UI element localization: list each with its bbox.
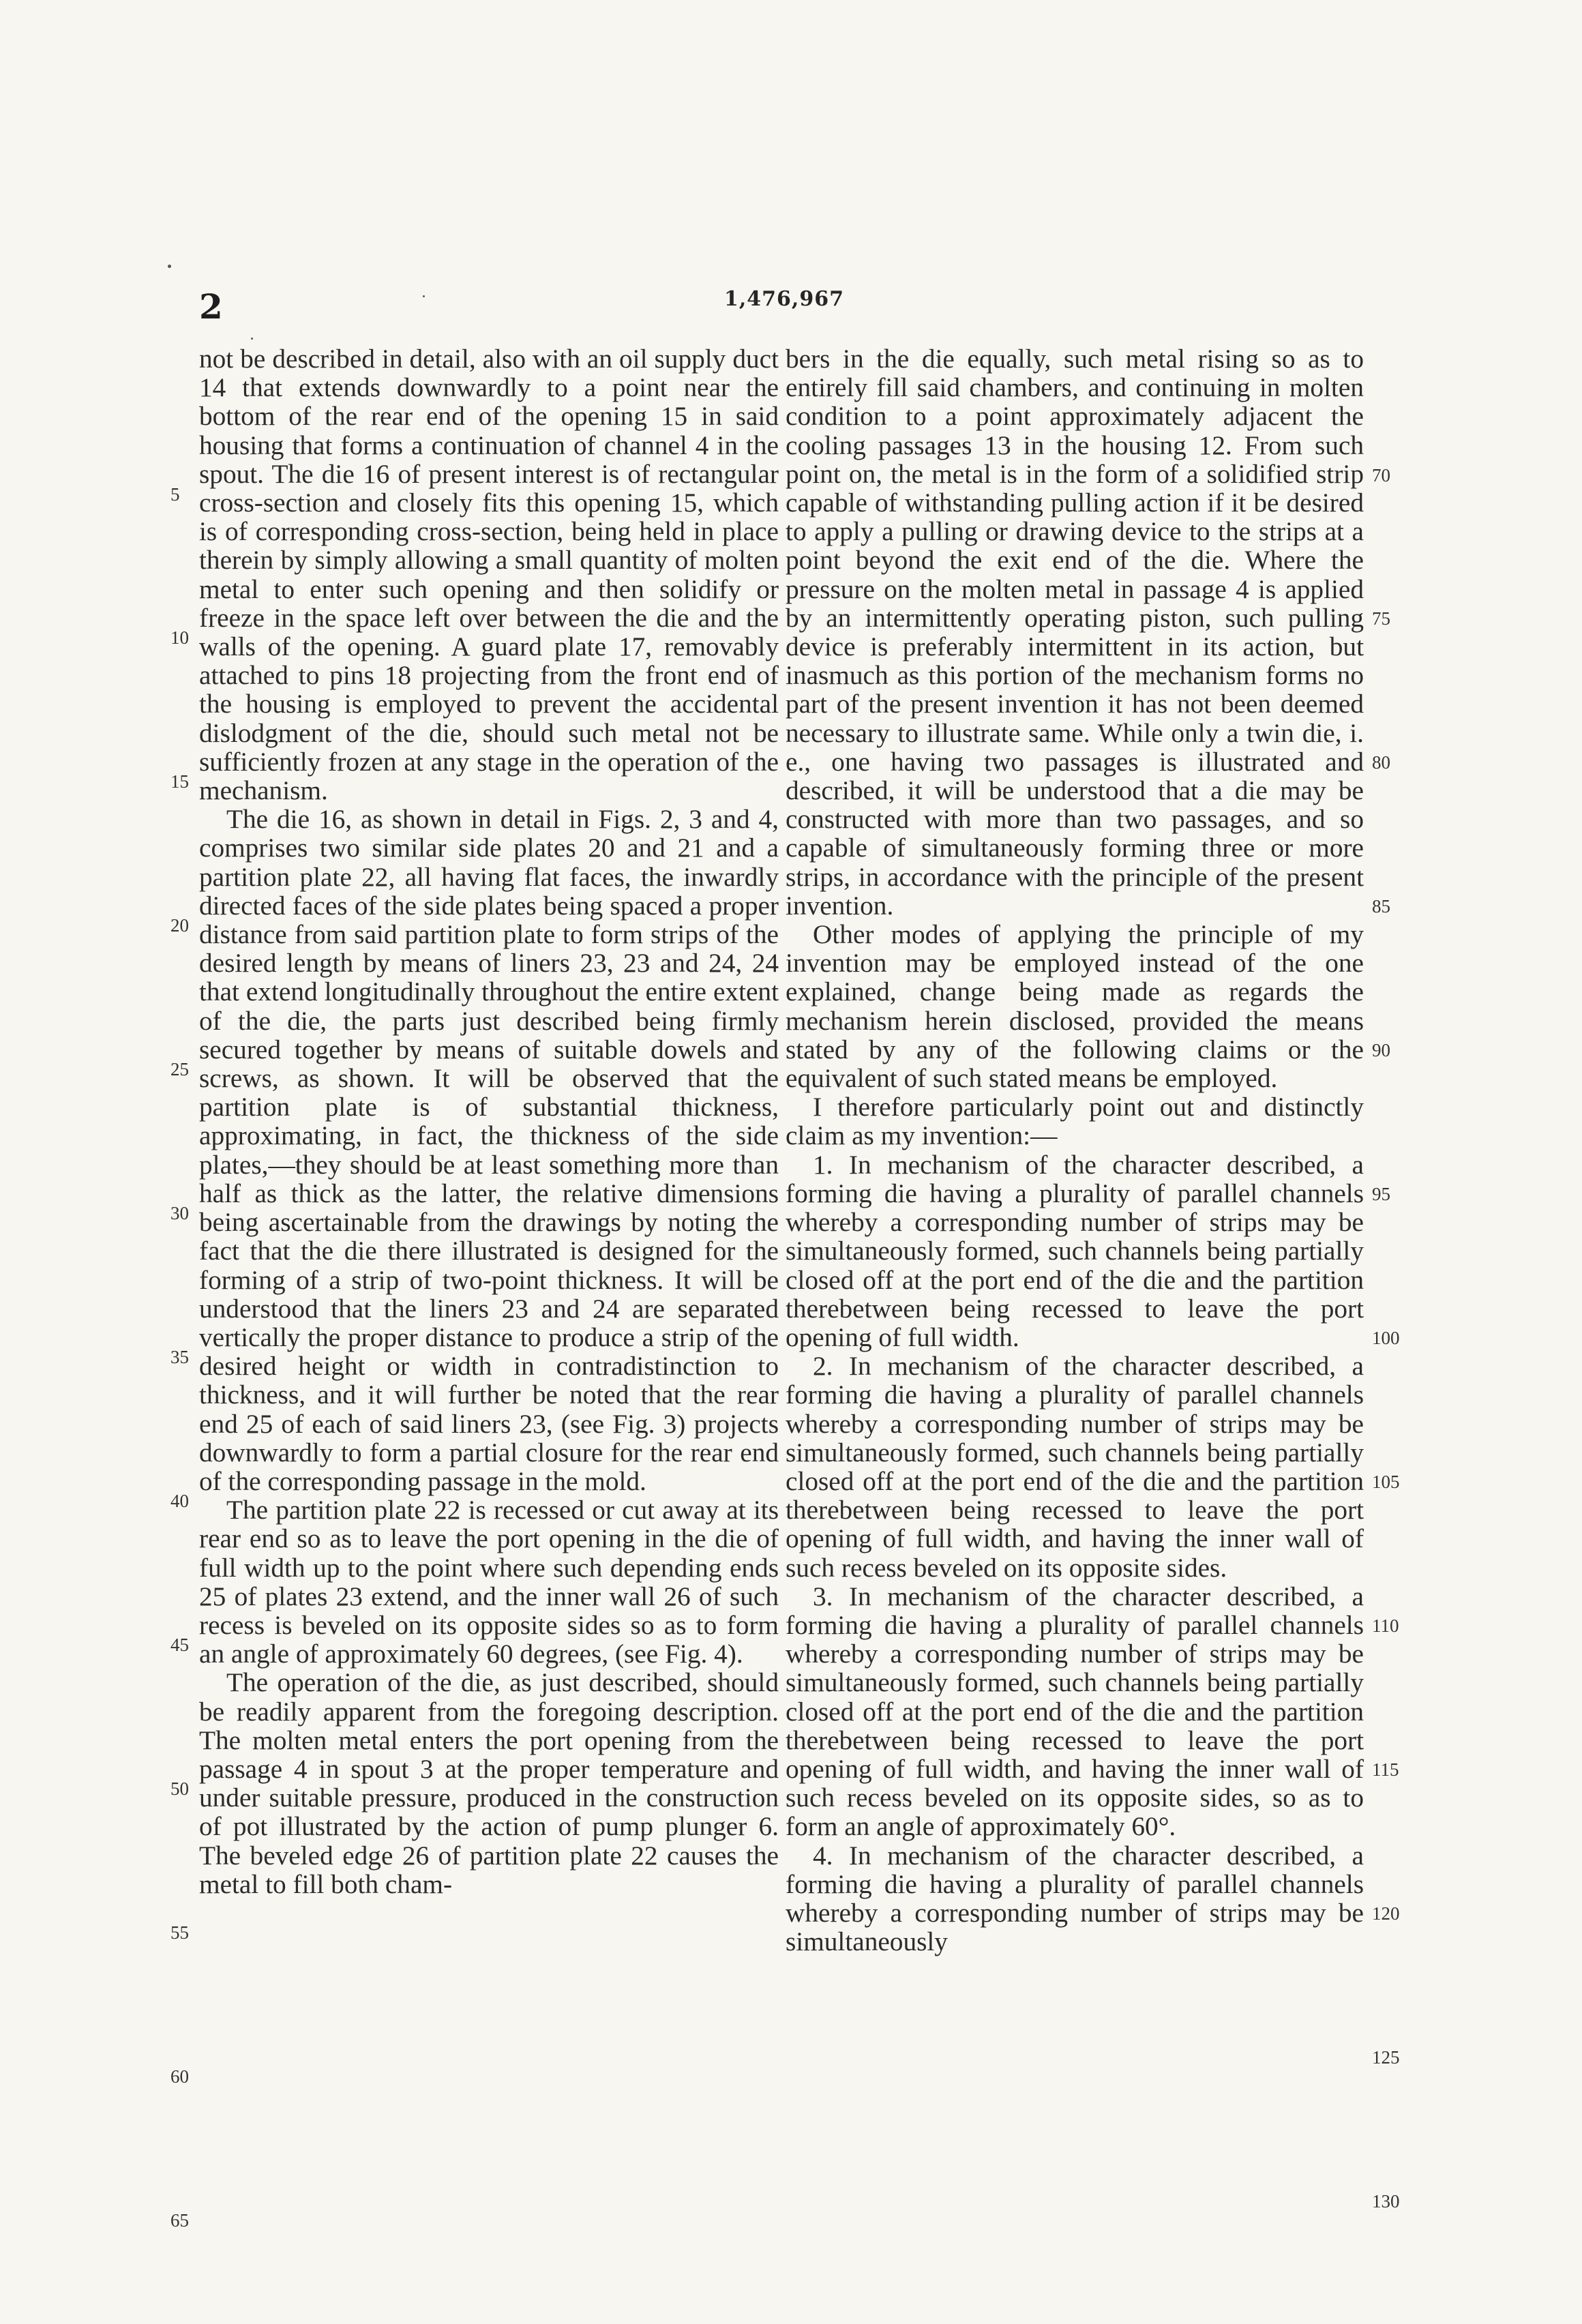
line-number: 10 xyxy=(170,627,189,648)
scan-speck xyxy=(423,295,425,297)
line-number: 130 xyxy=(1372,2191,1400,2211)
line-number: 20 xyxy=(170,915,189,936)
scan-speck xyxy=(251,338,253,340)
line-number: 100 xyxy=(1372,1328,1400,1348)
line-number: 110 xyxy=(1372,1615,1399,1636)
patent-number: 1,476,967 xyxy=(723,287,844,311)
line-number: 25 xyxy=(170,1059,189,1079)
line-number: 85 xyxy=(1372,896,1390,917)
line-number: 60 xyxy=(170,2066,189,2087)
paragraph: The die 16, as shown in detail in Figs. 2, 3 and 4, comprises two similar side plates 20 and 21 and a partition plate 22, all having flat faces, the inwardly directed faces of the side plates being spaced a proper distance from said partition plate to form strips of the desired length by means of liners 23, 23 and 24, 24 that extend longitudinally throughout the entire extent of the die, the parts just described being firmly secured together by means of suitable dowels and screws, as shown. It will be observed that the partition plate is of substantial thickness, approximating, in fact, the thickness of the side plates,—they should be at least something more than half as thick as the latter, the relative dimensions being ascertainable from the drawings by noting the fact that the die there illustrated is designed for the forming of a strip of two-point thickness. It will be understood that the liners 23 and 24 are separated vertically the proper distance to produce a strip of the desired height or width in contradistinction to thickness, and it will further be noted that the rear end 25 of each of said liners 23, (see Fig. 3) projects downwardly to form a partial closure for the rear end of the corresponding passage in the mold. xyxy=(199,804,779,1496)
paragraph: The partition plate 22 is recessed or cut away at its rear end so as to leave the port opening in the die of full width up to the point where such depending ends 25 of plates 23 extend, and the inner wall 26 of such recess is beveled on its opposite sides so as to form an angle of approximately 60 degrees, (see Fig. 4). xyxy=(199,1495,779,1669)
right-text-column xyxy=(786,344,1364,1956)
line-number: 95 xyxy=(1372,1184,1390,1204)
claim: 1. In mechanism of the character described, a forming die having a plurality of parallel channels whereby a corresponding number of strips may be simultaneously formed, such channels being partially closed off at the port end of the die and the partition therebetween being recessed to leave the port opening of full width. xyxy=(786,1149,1364,1352)
line-number: 70 xyxy=(1372,465,1390,486)
line-number: 35 xyxy=(170,1347,189,1367)
line-number: 120 xyxy=(1372,1903,1400,1924)
line-number: 125 xyxy=(1372,2047,1400,2068)
claim: 4. In mechanism of the character described, a forming die having a plurality of parallel channels whereby a corresponding number of strips may be simultaneously xyxy=(786,1840,1364,1957)
line-number: 105 xyxy=(1372,1472,1400,1492)
claim: 3. In mechanism of the character described, a forming die having a plurality of parallel channels whereby a corresponding number of strips may be simultaneously formed, such channels being partially closed off at the port end of the die and the partition therebetween being recessed to leave the port opening of full width, and having the inner wall of such recess beveled on its opposite sides, so as to form an angle of approximately 60°. xyxy=(786,1581,1364,1842)
paragraph: not be described in detail, also with an oil supply duct 14 that extends downwardly to a point near the bottom of the rear end of the opening 15 in said housing that forms a continuation of channel 4 in the spout. The die 16 of present interest is of rectangular cross-section and closely fits this opening 15, which is of corresponding cross-section, being held in place therein by simply allowing a small quantity of molten metal to enter such opening and then solidify or freeze in the space left over between the die and the walls of the opening. A guard plate 17, removably attached to pins 18 projecting from the front end of the housing is employed to prevent the accidental dislodgment of the die, should such metal not be sufficiently frozen at any stage in the operation of the mechanism. xyxy=(199,344,779,806)
line-number: 30 xyxy=(170,1203,189,1223)
line-number: 90 xyxy=(1372,1040,1390,1060)
line-number: 55 xyxy=(170,1922,189,1943)
line-number: 40 xyxy=(170,1491,189,1511)
line-number: 5 xyxy=(170,484,180,505)
line-number: 15 xyxy=(170,771,189,792)
line-number: 45 xyxy=(170,1635,189,1655)
left-text-column xyxy=(199,344,779,1898)
paragraph: Other modes of applying the principle of my invention may be employed instead of the one explained, change being made as regards the mechanism herein disclosed, provided the means stated by any of the following claims or the equivalent of such stated means be employed. xyxy=(786,919,1364,1094)
paragraph: bers in the die equally, such metal rising so as to entirely fill said chambers, and continuing in molten condition to a point approximately adjacent the cooling passages 13 in the housing 12. From such point on, the metal is in the form of a solidified strip capable of withstanding pulling action if it be desired to apply a pulling or drawing device to the strips at a point beyond the exit end of the die. Where the pressure on the molten metal in passage 4 is applied by an intermittently operating piston, such pulling device is preferably intermittent in its action, but inasmuch as this portion of the mechanism forms no part of the present invention it has not been deemed necessary to illustrate same. While only a twin die, i. e., one having two passages is illustrated and described, it will be understood that a die may be constructed with more than two passages, and so capable of simultaneously forming three or more strips, in accordance with the principle of the present invention. xyxy=(786,344,1364,921)
line-number: 75 xyxy=(1372,608,1390,629)
line-number: 80 xyxy=(1372,752,1390,773)
claim: 2. In mechanism of the character described, a forming die having a plurality of parallel channels whereby a corresponding number of strips may be simultaneously formed, such channels being partially closed off at the port end of the die and the partition therebetween being recessed to leave the port opening of full width, and having the inner wall of such recess beveled on its opposite sides. xyxy=(786,1351,1364,1583)
line-number: 50 xyxy=(170,1778,189,1799)
line-number: 65 xyxy=(170,2210,189,2231)
page-number: 2 xyxy=(199,286,223,327)
paragraph: I therefore particularly point out and distinctly claim as my invention:— xyxy=(786,1092,1364,1151)
paragraph: The operation of the die, as just described, should be readily apparent from the foregoing description. The molten metal enters the port opening from the passage 4 in spout 3 at the proper temperature and under suitable pressure, produced in the construction of pot illustrated by the action of pump plunger 6. The beveled edge 26 of partition plate 22 causes the metal to fill both cham- xyxy=(199,1667,779,1899)
scan-speck xyxy=(168,265,171,268)
line-number: 115 xyxy=(1372,1759,1399,1780)
